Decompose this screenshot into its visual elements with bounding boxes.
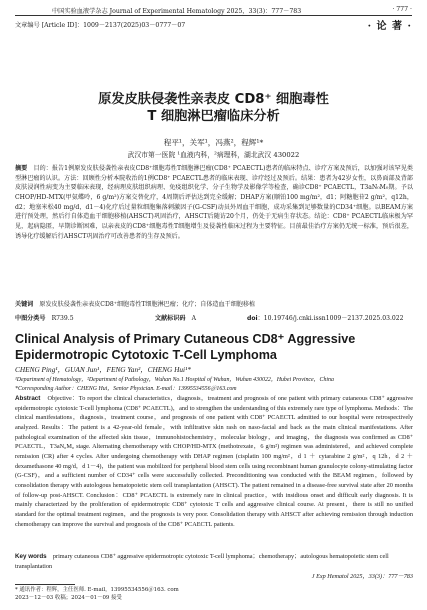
en-title: Clinical Analysis of Primary Cutaneous CD8⁺ Aggressive Epidermotropic Cytotoxic T-Cell Lymphoma (15, 332, 356, 362)
section-label: · 论 著 · (367, 21, 412, 32)
en-keywords-text: primary cutaneous CD8⁺ aggressive epidermotropic cytotoxic T-cell lymphoma；chemotherapy；autologous hematopoietic stem cell transplantation (15, 553, 389, 570)
cn-keywords-label: 关键词 (15, 301, 34, 308)
en-affiliation: ¹Department of Hematology，²Department of Pathology，Wuhan No.1 Hospital of Wuhan，Wuhan 430022，Hubei Province，China (15, 377, 334, 383)
en-citation: J Exp Hematol 2025，33(3)：777－783 (311, 573, 413, 580)
cn-affiliation: 武汉市第一医院 ¹血液内科，²病理科，湖北武汉 430022 (127, 151, 300, 159)
cn-abstract-text: 目的：报告1例原发皮肤侵袭性亲表皮CD8⁺细胞毒性T细胞淋巴瘤(CD8⁺ PCAECTL)患者的临床特点、诊疗方案及预后，以加强对该罕见类型淋巴瘤的认识。方法：回顾性分析本院收治的1例CD8⁺ PCAECTL患者的临床表现、诊疗经过及预后。结果：患者为42岁女性，以鼻面部及背部皮肤浸润性病变为主要临床表现，经病理皮肤组织病理、免疫组织化学、分子生物学及影像学等检查，确诊CD8⁺ PCAECTL，T3aN₀M₀期。予以CHOP/HD-MTX(甲氨蝶呤，6 g/m²)方案交替化疗，4周期后评估达到完全缓解；DHAP方案(顺铂100 mg/m²，d1；阿糖胞苷2 g/m²，q12h，d2；地塞米松40 mg/d，d1－4)化疗后过量粒细胞集落刺激因子(G-CSF)动员外周血干细胞，成功采集到足够数量的CD34⁺细胞。以BEAM方案进行预处理，然后行自体造血干细胞移植(AHSCT)巩固治疗，AHSCT后随访20个月，仍处于无病生存状态。结论：CD8⁺ PCAECTL临床极为罕见，起病隐匿，早期诊断困难，以亲表皮的CD8⁺细胞毒性T细胞增生及侵袭性临床过程为主要特征。目前最佳治疗方案仍无统一标准，预后很差，诱导化疗缓解后行AHSCT巩固治疗可改善患者的生存及预后。 (15, 165, 414, 240)
doi-value: 10.19746/j.cnki.issn1009－2137.2025.03.022 (263, 315, 404, 322)
header-rule (15, 15, 412, 16)
journal-page: 中国实验血液学杂志 Journal of Experimental Hematology 2025，33(3)：777－783 · 777 · 文章编号 [Article ID]：1009－2137(2025)03－0777－07 · 论 著 · 原发皮肤侵袭性亲表皮 CD8⁺ 细胞毒性 T 细胞淋巴瘤临床分析 程平¹，关军¹，冯燕²，程辉¹* 武汉市第一医院 ¹血液内科，²病理科，湖北武汉 430022 摘要 目的：报告1例原发皮肤侵袭性亲表皮CD8⁺细胞毒性T细胞淋巴瘤(CD8⁺ PCAECTL)患者的临床特点、诊疗方案及预后，以加强对该罕见类型淋巴瘤的认识。方法：回顾性分析本院收治的1例CD8⁺ PCAECTL患者的临床表现、诊疗经过及预后。结果：患者为42岁女性，以鼻面部及背部皮肤浸润性病变为主要临床表现，经病理皮肤组织病理、免疫组织化学、分子生物学及影像学等检查，确诊CD8⁺ PCAECTL，T3aN₀M₀期。予以CHOP/HD-MTX(甲氨蝶呤，6 g/m²)方案交替化疗，4周期后评估达到完全缓解；DHAP方案(顺铂100 mg/m²，d1；阿糖胞苷2 g/m²，q12h，d2；地塞米松40 mg/d，d1－4)化疗后过量粒细胞集落刺激因子(G-CSF)动员外周血干细胞，成功采集到足够数量的CD34⁺细胞。以BEAM方案进行预处理，然后行自体造血干细胞移植(AHSCT)巩固治疗，AHSCT后随访20个月，仍处于无病生存状态。结论：CD8⁺ PCAECTL临床极为罕见，起病隐匿，早期诊断困难，以亲表皮的CD8⁺细胞毒性T细胞增生及侵袭性临床过程为主要特征。目前最佳治疗方案仍无统一标准，预后很差，诱导化疗缓解后行AHSCT巩固治疗可改善患者的生存及预后。 关键词 原发皮肤侵袭性亲表皮CD8⁺细胞毒性T细胞淋巴瘤；化疗；自体造血干细胞移植 中图分类号 R739.5 文献标识码 A doi：10.19746/j.cnki.issn1009－2137.2025.03.022 Clinical Analysis of Primary Cutaneous CD8⁺ Aggressive Epidermotropic Cytotoxic T-Cell Lymphoma CHENG Ping¹，GUAN Jun¹，FENG Yan²，CHENG Hui¹* ¹Department of Hematology，²Department of Pathology，Wuhan No.1 Hospital of Wuhan，Wuhan 430022，Hubei Province，China *Corresponding Author：CHENG Hui，Senior Physician. E-mail：13995534556＠163.com Abstract Objective：To report the clinical characteristics，diagnosis，treatment and prognosis of one patient with primary cutaneous CD8⁺ aggressive epidermotropic cytotoxic T-cell lymphoma (CD8⁺ PCAECTL)，and to strengthen the understanding of this extremely rare type of lymphoma. Methods：The clinical manifestations，diagnosis，treatment course，and prognosis of one patient with CD8⁺ PCAECTL admitted to our hospital were retrospectively analyzed. Results：The patient is a 42-year-old female，with infiltrative skin rash on naso-facial and back as the main clinical manifestations. After pathological examination of the affected skin tissue，immunohistochemistry，molecular biology，and imaging，the diagnosis was confirmed as CD8⁺ PCAECTL，T3aN₀M₀ stage. Alternating chemotherapy with CHOP/HD-MTX (methotrexate，6 g/m²) regimen was administered，and achieved complete remission (CR) after 4 cycles. After undergoing chemotherapy with DHAP regimen (cisplatin 100 mg/m²，d 1 ＋ cytarabine 2 g/m²，q 12h，d 2 ＋ dexamethasone 40 mg/d，d 1－4)，the patient was mobilized for peripheral blood stem cells using recombinant human granulocyte colony-stimulating factor (G-CSF)，and a sufficient number of CD34⁺ cells were successfully collected. Preconditioning was conducted with the BEAM regimen，followed by consolidation therapy with autologous hematopoietic stem cell transplantation (AHSCT). The patient remained in a disease-free survival state after 20 months of follow-up post-AHSCT. Conclusion：CD8⁺ PCAECTL is extremely rare in clinical practice，with insidious onset and difficult early diagnosis. It is mainly characterized by the proliferation of epidermotropic CD8⁺ cytotoxic T cells and aggressive clinical course. At present，there is still no unified standard for the optimal treatment regimen，and the prognosis is very poor. Consolidation therapy with AHSCT after achieving remission through induction chemotherapy can improve the survival and prognosis of the CD8⁺ PCAECTL patients. Key words primary cutaneous CD8⁺ aggressive epidermotropic cytotoxic T-cell lymphoma；chemotherapy；autologous hematopoietic stem cell transplantation J Exp Hematol 2025，33(3)：777－783 * 通讯作者：程辉，主任医师. E-mail，13995534556＠163. com 2023－12－03 收稿；2024－01－09 接受 (0, 0, 427, 610)
doc-code-value: A (191, 315, 196, 322)
page-number: · 777 · (392, 6, 412, 13)
doc-code-label: 文献标识码 (155, 315, 186, 322)
cn-title-line2: T 细胞淋巴瘤临床分析 (147, 109, 280, 124)
clc-value: R739.5 (51, 315, 74, 322)
en-affiliation-block (15, 376, 413, 394)
footnote-corresponding: * 通讯作者：程辉，主任医师. E-mail，13995534556＠163. com (15, 587, 179, 593)
clc-label: 中图分类号 (15, 315, 46, 322)
footnote-dates: 2023－12－03 收稿；2024－01－09 接受 (15, 595, 122, 602)
cn-keywords (15, 300, 413, 310)
en-corresponding: *Corresponding Author：CHENG Hui，Senior Physician. E-mail：13995534556＠163.com (15, 386, 237, 392)
cn-abstract (15, 164, 413, 241)
cn-title-line1: 原发皮肤侵袭性亲表皮 CD8⁺ 细胞毒性 (98, 92, 329, 107)
cn-abstract-label: 摘要 (15, 165, 28, 172)
en-authors: CHENG Ping¹，GUAN Jun¹，FENG Yan²，CHENG Hui¹* (15, 365, 191, 374)
en-keywords (15, 552, 413, 571)
article-id: 文章编号 [Article ID]：1009－2137(2025)03－0777－07 (15, 22, 186, 29)
doi-label: doi (247, 315, 258, 322)
en-abstract-text: Objective：To report the clinical characteristics，diagnosis，treatment and prognosis of one patient with primary cutaneous CD8⁺ aggressive epidermotropic cytotoxic T-cell lymphoma (CD8⁺ PCAECTL)，and to strengthen the understanding of this extremely rare type of lymphoma. Methods：The clinical manifestations，diagnosis，treatment course，and prognosis of one patient with CD8⁺ PCAECTL admitted to our hospital were retrospectively analyzed. Results：The patient is a 42-year-old female，with infiltrative skin rash on naso-facial and back as the main clinical manifestations. After pathological examination of the affected skin tissue，immunohistochemistry，molecular biology，and imaging，the diagnosis was confirmed as CD8⁺ PCAECTL，T3aN₀M₀ stage. Alternating chemotherapy with CHOP/HD-MTX (methotrexate，6 g/m²) regimen was administered，and achieved complete remission (CR) after 4 cycles. After undergoing chemotherapy with DHAP regimen (cisplatin 100 mg/m²，d 1 ＋ cytarabine 2 g/m²，q 12h，d 2 ＋ dexamethasone 40 mg/d，d 1－4)，the patient was mobilized for peripheral blood stem cells using recombinant human granulocyte colony-stimulating factor (G-CSF)，and a sufficient number of CD34⁺ cells were successfully collected. Preconditioning was conducted with the BEAM regimen，followed by consolidation therapy with autologous hematopoietic stem cell transplantation (AHSCT). The patient remained in a disease-free survival state after 20 months of follow-up post-AHSCT. Conclusion：CD8⁺ PCAECTL is extremely rare in clinical practice，with insidious onset and difficult early diagnosis. It is mainly characterized by the proliferation of epidermotropic CD8⁺ cytotoxic T cells and aggressive clinical course. At present，there is still no unified standard for the optimal treatment regimen，and the prognosis is very poor. Consolidation therapy with AHSCT after achieving remission through induction chemotherapy can improve the survival and prognosis of the CD8⁺ PCAECTL patients. (15, 395, 413, 528)
en-abstract (15, 394, 413, 529)
footnote (15, 586, 413, 602)
cn-authors: 程平¹，关军¹，冯燕²，程辉¹* (163, 138, 264, 147)
footnote-rule (15, 584, 75, 585)
en-abstract-label: Abstract (15, 395, 41, 402)
en-keywords-label: Key words (15, 553, 47, 560)
journal-name: 中国实验血液学杂志 Journal of Experimental Hematology 2025，33(3)：777－783 (52, 8, 302, 15)
cn-keywords-text: 原发皮肤侵袭性亲表皮CD8⁺细胞毒性T细胞淋巴瘤；化疗；自体造血干细胞移植 (39, 301, 256, 308)
